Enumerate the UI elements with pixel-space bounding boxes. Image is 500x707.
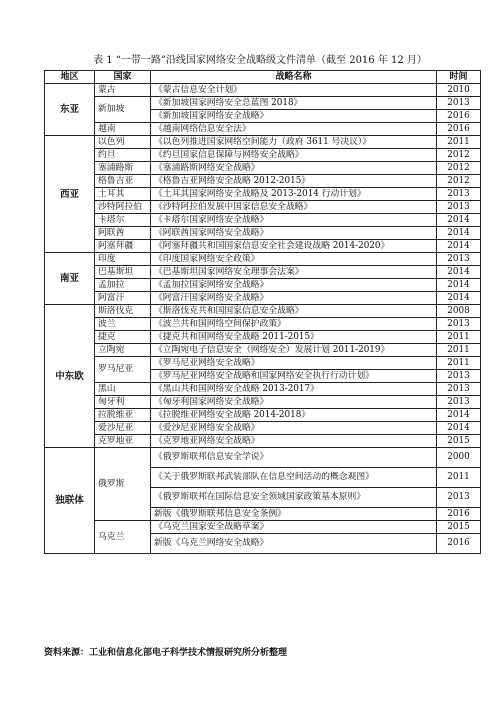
year-cell: 2011 xyxy=(437,331,481,344)
table-row xyxy=(45,201,481,214)
country-cell: 塞浦路斯 xyxy=(95,162,151,175)
strategy-cell: 《匈牙利国家网络安全战略》 xyxy=(151,396,437,409)
country-cell: 克罗地亚 xyxy=(95,435,151,448)
year-cell: 2011 xyxy=(437,357,481,370)
year-cell: 2012 xyxy=(437,162,481,175)
year-cell: 2013 xyxy=(437,318,481,331)
country-cell: 捷克 xyxy=(95,331,151,344)
year-cell: 2013 xyxy=(437,253,481,266)
header-strategy: 战略名称 xyxy=(151,71,437,84)
table-row xyxy=(45,162,481,175)
strategy-cell: 《克罗地亚网络安全战略》 xyxy=(151,435,437,448)
year-cell: 2016 xyxy=(437,123,481,136)
year-cell: 2015 xyxy=(437,435,481,448)
year-cell: 2015 xyxy=(437,521,481,534)
year-cell: 2016 xyxy=(437,534,481,554)
region-cell: 东亚 xyxy=(45,84,95,136)
year-cell: 2010 xyxy=(437,84,481,97)
table-row xyxy=(45,357,481,370)
table-row xyxy=(45,84,481,97)
strategy-cell: 《乌克兰国家安全战略草案》 xyxy=(151,521,437,534)
year-cell: 2011 xyxy=(437,136,481,149)
strategy-table xyxy=(44,70,481,554)
table-row xyxy=(45,279,481,292)
year-cell: 2013 xyxy=(437,383,481,396)
year-cell: 2011 xyxy=(437,344,481,357)
table-row xyxy=(45,149,481,162)
strategy-cell: 《罗马尼亚网络安全战略》 xyxy=(151,357,437,370)
strategy-cell: 《约旦国家信息保障与网络安全战略》 xyxy=(151,149,437,162)
strategy-cell: 《立陶宛电子信息安全（网络安全）发展计划 2011-2019》 xyxy=(151,344,437,357)
table-row xyxy=(45,292,481,305)
year-cell: 2013 xyxy=(437,188,481,201)
strategy-cell: 《爱沙尼亚网络安全战略》 xyxy=(151,422,437,435)
strategy-cell: 《波兰共和国网络空间保护政策》 xyxy=(151,318,437,331)
year-cell: 2014 xyxy=(437,266,481,279)
year-cell: 2011 xyxy=(437,468,481,488)
strategy-cell: 《阿联酋国家网络安全战略》 xyxy=(151,227,437,240)
year-cell: 2014 xyxy=(437,279,481,292)
year-cell: 2013 xyxy=(437,97,481,110)
header-region: 地区 xyxy=(45,71,95,84)
year-cell: 2012 xyxy=(437,149,481,162)
table-row xyxy=(45,123,481,136)
strategy-cell: 《巴基斯坦国家网络安全理事会法案》 xyxy=(151,266,437,279)
country-cell: 土耳其 xyxy=(95,188,151,201)
region-cell: 西亚 xyxy=(45,136,95,253)
table-header-row xyxy=(45,71,481,84)
strategy-cell: 《关于俄罗斯联邦武装部队在信息空间活动的概念观图》 xyxy=(151,468,437,488)
country-cell: 罗马尼亚 xyxy=(95,357,151,383)
strategy-cell: 《印度国家网络安全政策》 xyxy=(151,253,437,266)
table-row xyxy=(45,188,481,201)
country-cell: 斯洛伐克 xyxy=(95,305,151,318)
table-caption: 表 1 “一带一路”沿线国家网络安全战略级文件清单（截至 2016 年 12 月） xyxy=(93,55,427,66)
header-year: 时间 xyxy=(437,71,481,84)
country-cell: 拉脱维亚 xyxy=(95,409,151,422)
strategy-cell: 《土耳其国家网络安全战略及 2013-2014 行动计划》 xyxy=(151,188,437,201)
country-cell: 格鲁吉亚 xyxy=(95,175,151,188)
strategy-cell: 《阿富汗国家网络安全战略》 xyxy=(151,292,437,305)
table-row xyxy=(45,97,481,110)
table-row xyxy=(45,266,481,279)
country-cell: 卡塔尔 xyxy=(95,214,151,227)
table-row xyxy=(45,227,481,240)
strategy-cell: 《捷克共和国网络安全战略 2011-2015》 xyxy=(151,331,437,344)
country-cell: 沙特阿拉伯 xyxy=(95,201,151,214)
year-cell: 2014 xyxy=(437,422,481,435)
strategy-cell: 《卡塔尔国家网络安全战略》 xyxy=(151,214,437,227)
strategy-cell: 《俄罗斯联邦信息安全学说》 xyxy=(151,448,437,468)
table-row xyxy=(45,136,481,149)
table-row xyxy=(45,175,481,188)
country-cell: 印度 xyxy=(95,253,151,266)
table-row xyxy=(45,240,481,253)
country-cell: 新加坡 xyxy=(95,97,151,123)
year-cell: 2013 xyxy=(437,488,481,508)
year-cell: 2014 xyxy=(437,227,481,240)
country-cell: 巴基斯坦 xyxy=(95,266,151,279)
country-cell: 乌克兰 xyxy=(95,521,151,554)
year-cell: 2008 xyxy=(437,305,481,318)
strategy-cell: 《格鲁吉亚网络安全战略 2012-2015》 xyxy=(151,175,437,188)
strategy-cell: 《罗马尼亚网络安全战略和国家网络安全执行行动计划》 xyxy=(151,370,437,383)
year-cell: 2012 xyxy=(437,175,481,188)
strategy-cell: 《沙特阿拉伯发展中国家信息安全战略》 xyxy=(151,201,437,214)
table-row xyxy=(45,396,481,409)
country-cell: 俄罗斯 xyxy=(95,448,151,521)
country-cell: 孟加拉 xyxy=(95,279,151,292)
table-row xyxy=(45,331,481,344)
strategy-cell: 新版《俄罗斯联邦信息安全条例》 xyxy=(151,508,437,521)
table-row xyxy=(45,344,481,357)
table-row xyxy=(45,305,481,318)
table-row xyxy=(45,318,481,331)
region-cell: 独联体 xyxy=(45,448,95,554)
country-cell: 阿富汗 xyxy=(95,292,151,305)
table-row xyxy=(45,435,481,448)
country-cell: 约旦 xyxy=(95,149,151,162)
region-cell: 中东欧 xyxy=(45,305,95,448)
strategy-cell: 《越南网络信息安全法》 xyxy=(151,123,437,136)
year-cell: 2014 xyxy=(437,292,481,305)
strategy-cell: 《拉脱维亚网络安全战略 2014-2018》 xyxy=(151,409,437,422)
year-cell: 2014 xyxy=(437,409,481,422)
country-cell: 立陶宛 xyxy=(95,344,151,357)
table-row xyxy=(45,422,481,435)
strategy-cell: 《阿塞拜疆共和国国家信息安全社会建设战略 2014-2020》 xyxy=(151,240,437,253)
country-cell: 以色列 xyxy=(95,136,151,149)
strategy-cell: 《黑山共和国网络安全战略 2013-2017》 xyxy=(151,383,437,396)
year-cell: 2013 xyxy=(437,396,481,409)
strategy-cell: 《新加坡国家网络安全总蓝图 2018》 xyxy=(151,97,437,110)
table-row xyxy=(45,409,481,422)
strategy-cell: 新版《乌克兰网络安全战略》 xyxy=(151,534,437,554)
source-note: 资料来源：工业和信息化部电子科学技术情报研究所分析整理 xyxy=(44,648,288,658)
strategy-cell: 《斯洛伐克共和国国家信息安全战略》 xyxy=(151,305,437,318)
year-cell: 2016 xyxy=(437,110,481,123)
strategy-cell: 《俄罗斯联邦在国际信息安全领域国家政策基本原则》 xyxy=(151,488,437,508)
country-cell: 波兰 xyxy=(95,318,151,331)
table-row xyxy=(45,521,481,534)
year-cell: 2013 xyxy=(437,370,481,383)
strategy-cell: 《孟加拉国家网络安全战略》 xyxy=(151,279,437,292)
table-row xyxy=(45,383,481,396)
year-cell: 2014 xyxy=(437,240,481,253)
header-country: 国家 xyxy=(95,71,151,84)
table-row xyxy=(45,253,481,266)
year-cell: 2000 xyxy=(437,448,481,468)
region-cell: 南亚 xyxy=(45,253,95,305)
country-cell: 匈牙利 xyxy=(95,396,151,409)
table-row xyxy=(45,214,481,227)
country-cell: 越南 xyxy=(95,123,151,136)
country-cell: 阿联酋 xyxy=(95,227,151,240)
strategy-cell: 《以色列推进国家网络空间能力（政府 3611 号决议）》 xyxy=(151,136,437,149)
year-cell: 2013 xyxy=(437,201,481,214)
country-cell: 黑山 xyxy=(95,383,151,396)
strategy-cell: 《塞浦路斯网络安全战略》 xyxy=(151,162,437,175)
year-cell: 2014 xyxy=(437,214,481,227)
country-cell: 爱沙尼亚 xyxy=(95,422,151,435)
table-row xyxy=(45,448,481,468)
country-cell: 阿塞拜疆 xyxy=(95,240,151,253)
year-cell: 2016 xyxy=(437,508,481,521)
strategy-cell: 《新加坡国家网络安全战略》 xyxy=(151,110,437,123)
country-cell: 蒙古 xyxy=(95,84,151,97)
strategy-cell: 《蒙古信息安全计划》 xyxy=(151,84,437,97)
